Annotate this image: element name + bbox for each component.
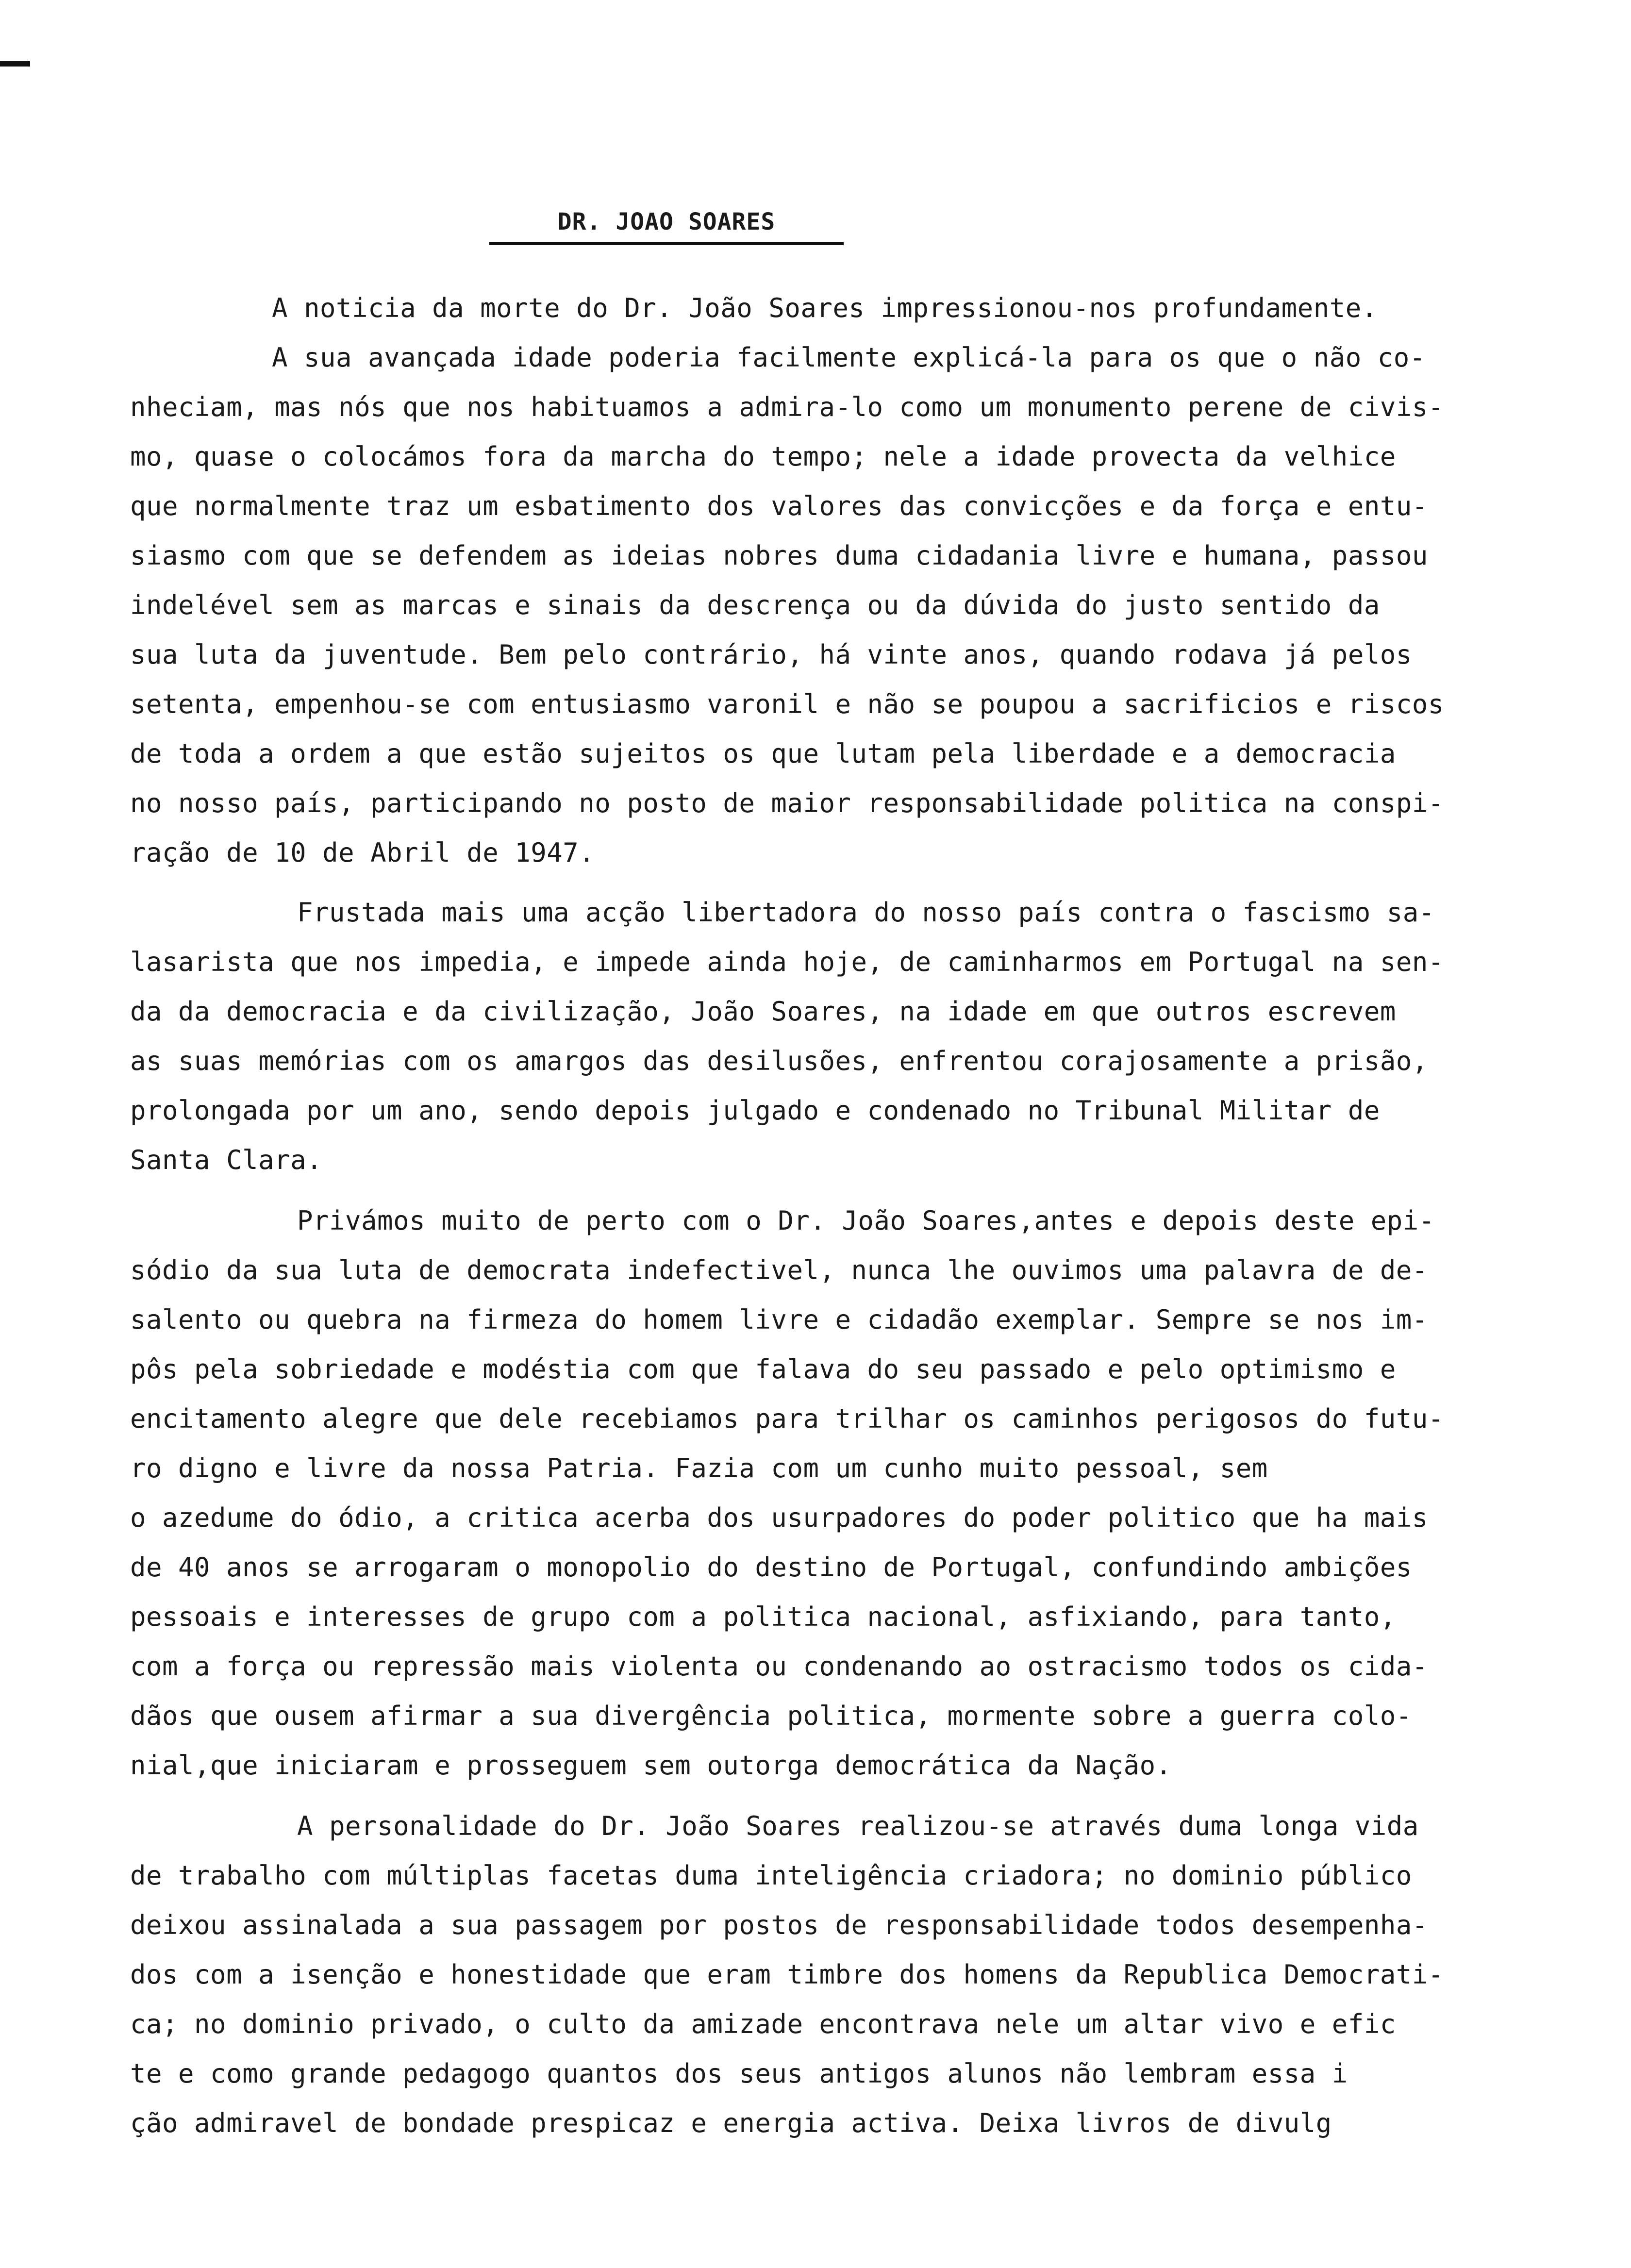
text-line: Frustada mais uma acção libertadora do nosso país contra o fascismo sa-: [297, 897, 1435, 928]
text-line: prolongada por um ano, sendo depois julgado e condenado no Tribunal Militar de: [130, 1095, 1380, 1126]
text-line: encitamento alegre que dele recebiamos para trilhar os caminhos perigosos do futu-: [130, 1403, 1444, 1434]
text-line: ca; no dominio privado, o culto da amizade encontrava nele um altar vivo e efic: [130, 2009, 1396, 2039]
text-line: A sua avançada idade poderia facilmente explicá-la para os que o não co-: [272, 342, 1426, 373]
text-line: com a força ou repressão mais violenta ou condenando ao ostracismo todos os cida-: [130, 1651, 1428, 1682]
text-line: ção admiravel de bondade prespicaz e energia activa. Deixa livros de divulg: [130, 2108, 1332, 2138]
text-line: nial,que iniciaram e prosseguem sem outorga democrática da Nação.: [130, 1750, 1172, 1781]
text-line: as suas memórias com os amargos das desilusões, enfrentou corajosamente a prisão,: [130, 1046, 1428, 1076]
text-line: ração de 10 de Abril de 1947.: [130, 837, 595, 868]
text-line: dos com a isenção e honestidade que eram timbre dos homens da Republica Democrati-: [130, 1959, 1444, 1990]
text-line: A noticia da morte do Dr. João Soares impressionou-nos profundamente.: [272, 293, 1378, 323]
text-line: o azedume do ódio, a critica acerba dos usurpadores do poder politico que ha mais: [130, 1502, 1428, 1533]
scan-bottom-cutoff: [0, 2146, 1631, 2268]
text-line: Santa Clara.: [130, 1145, 323, 1175]
text-line: deixou assinalada a sua passagem por postos de responsabilidade todos desempenha-: [130, 1910, 1428, 1940]
text-line: mo, quase o colocámos fora da marcha do tempo; nele a idade provecta da velhice: [130, 441, 1396, 472]
text-line: indelével sem as marcas e sinais da descrença ou da dúvida do justo sentido da: [130, 590, 1380, 620]
text-line: de 40 anos se arrogaram o monopolio do destino de Portugal, confundindo ambições: [130, 1552, 1412, 1583]
text-line: te e como grande pedagogo quantos dos seus antigos alunos não lembram essa i: [130, 2058, 1348, 2089]
text-line: no nosso país, participando no posto de maior responsabilidade politica na conspi-: [130, 788, 1444, 818]
text-line: salento ou quebra na firmeza do homem livre e cidadão exemplar. Sempre se nos im-: [130, 1304, 1428, 1335]
document-title: DR. JOAO SOARES: [489, 206, 844, 245]
text-line: que normalmente traz um esbatimento dos valores das convicções e da força e entu-: [130, 491, 1428, 521]
text-line: de trabalho com múltiplas facetas duma inteligência criadora; no dominio público: [130, 1860, 1412, 1891]
text-line: pessoais e interesses de grupo com a politica nacional, asfixiando, para tanto,: [130, 1601, 1396, 1632]
text-line: siasmo com que se defendem as ideias nobres duma cidadania livre e humana, passou: [130, 540, 1428, 571]
text-line: sódio da sua luta de democrata indefectivel, nunca lhe ouvimos uma palavra de de-: [130, 1255, 1428, 1285]
text-line: de toda a ordem a que estão sujeitos os que lutam pela liberdade e a democracia: [130, 738, 1396, 769]
text-line: sua luta da juventude. Bem pelo contrário, há vinte anos, quando rodava já pelos: [130, 639, 1412, 670]
scan-edge-mark: [0, 61, 30, 67]
text-line: pôs pela sobriedade e modéstia com que falava do seu passado e pelo optimismo e: [130, 1354, 1396, 1384]
text-line: dãos que ousem afirmar a sua divergência politica, mormente sobre a guerra colo-: [130, 1701, 1412, 1731]
text-line: ro digno e livre da nossa Patria. Fazia com um cunho muito pessoal, sem: [130, 1453, 1268, 1484]
text-line: Privámos muito de perto com o Dr. João Soares,antes e depois deste epi-: [297, 1205, 1435, 1236]
text-line: da da democracia e da civilização, João Soares, na idade em que outros escrevem: [130, 996, 1396, 1027]
text-line: setenta, empenhou-se com entusiasmo varonil e não se poupou a sacrificios e riscos: [130, 689, 1444, 719]
text-line: A personalidade do Dr. João Soares realizou-se através duma longa vida: [297, 1811, 1419, 1841]
text-line: nheciam, mas nós que nos habituamos a admira-lo como um monumento perene de civis-: [130, 392, 1444, 422]
text-line: lasarista que nos impedia, e impede ainda hoje, de caminharmos em Portugal na sen-: [130, 947, 1444, 977]
